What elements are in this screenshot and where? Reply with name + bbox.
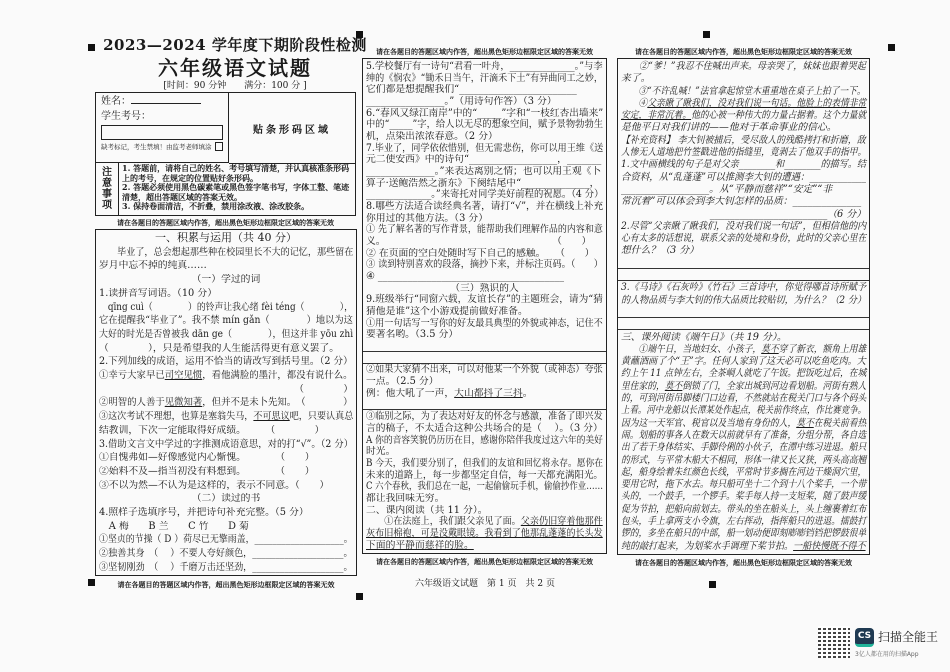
- answer-line[interactable]: [618, 319, 869, 330]
- text-line: [621, 98, 866, 109]
- text-segment: 他的心被一种伟大的力量占据着。这个力量就: [691, 110, 867, 122]
- text-line: 猜他是谁”这个小游戏提前做好准备。: [366, 306, 528, 318]
- student-id-input[interactable]: [101, 125, 223, 140]
- text-segment: ，但并不是未卜先知。 （ ）: [202, 397, 353, 409]
- text-line: 结教训，下次一定能取得好成绩。 （ ）: [99, 424, 325, 436]
- notes-label: [96, 163, 119, 215]
- underlined-text: 不可思议: [253, 411, 290, 423]
- text-line: 大好的时光是否曾被我 dān ge（ ），但这并非 yōu zhì: [99, 328, 354, 340]
- answer-line[interactable]: [618, 270, 869, 281]
- text-line: ③不以为然—不认为是这样的，表示不同意。（ ）: [99, 479, 330, 491]
- text-line: ________________。”（用诗句作答）（3 分）: [366, 96, 557, 108]
- text-line: 都让我回味无穷。: [366, 492, 445, 504]
- subsection-heading: （二）读过的书: [191, 493, 261, 505]
- text-line: 8.哪些方法适合读经典名著，请打“√”，并在横线上补充: [366, 201, 604, 213]
- text-line: ③临别之际，为了表达对好友的怀念与感激，准备了即兴发: [366, 411, 603, 423]
- text-line: 它在提醒我“毕业了”。我不禁 mín gǎn（ ）地以为这: [99, 315, 353, 327]
- text-line: __________________。从“平静而慈祥”“安定”“非: [621, 183, 833, 195]
- answer-line[interactable]: [363, 399, 606, 410]
- text-line: ______________。”来表达离别之情；也可以用王观《卜: [366, 166, 602, 178]
- notes-label-char: 意: [102, 178, 112, 189]
- answer-area-warning: 请在各题目的答题区域内作答，超出黑色矩形边框限定区域的答案无效: [635, 558, 852, 567]
- underlined-text: 灰布旧棉袍，可是没戴眼镜。我看到了他那乱蓬蓬的长头发: [366, 527, 603, 539]
- text-line: ① 先了解名著的写作背景，能帮助我们理解作品的内容和意: [366, 224, 603, 236]
- student-info-fields: [96, 93, 229, 163]
- answer-area-warning: 请在各题目的答题区域内作答，超出黑色矩形边框限定区域的答案无效: [117, 218, 334, 227]
- text-line: 包头，手上拿两支小令旗，左右挥动，指挥船只的进退。擂鼓打: [621, 515, 867, 527]
- text-line: ② 在页面的空白处随时写下自己的感触。 （ ）: [366, 247, 595, 259]
- underlined-text: 父亲瞅了瞅我们，没对我们说一句话。他脸上的表情非常: [647, 97, 867, 109]
- text-line: 锣的，多坐在船只的中部，船一划动便即刻嘭嘭铛铛把锣鼓很单: [621, 528, 867, 540]
- text-segment: ④: [621, 97, 648, 109]
- text-line: 一点。（2.5 分）: [366, 376, 439, 388]
- text-line: 约上午 11 点钟左右，全茶峒人就吃了午饭。把饭吃过后，在城: [621, 368, 867, 380]
- answer-area-warning: 请在各题目的答题区域内作答，超出黑色矩形边框限定区域的答案无效: [117, 580, 335, 589]
- text-line: C 六个春秋，我们总在一起，一起偷偷玩手机，偷偷抄作业……: [366, 481, 604, 493]
- text-segment: ①幸亏大家早已: [99, 370, 165, 382]
- text-line: ②独善其身 （ ）不要人夸好颜色，____________________。: [99, 548, 353, 560]
- text-line: 绅的《悯农》“锄禾日当午，汗滴禾下土”有异曲同工之妙，: [366, 72, 603, 84]
- text-line: 人惨无人道地把竹签戳进他的指缝里，竟剥去了他双手的指甲。: [621, 147, 867, 159]
- text-line: （ ），只是希望我的人生能活得更有意义罢了。: [99, 342, 340, 354]
- scanner-app-slogan: 3亿人都在用的扫描App: [855, 651, 919, 658]
- scanner-app-name: 扫描全能王: [878, 630, 939, 644]
- note-item: 2. 答题必须使用黑色碳素笔或黑色签字笔书写，字体工整、笔迹清楚，超出答题区域的答案无效。: [122, 182, 350, 202]
- text-line: 三、课外阅读《端午日》（共 19 分）。: [621, 331, 787, 343]
- underlined-text: 安定，非常沉着。: [621, 110, 692, 122]
- text-line: 想什么？（3 分）: [621, 245, 699, 257]
- text-line: 言的稿子，不太适合这种公共场合的是（ ）。（3 分）: [366, 422, 603, 434]
- text-segment: 穿了新衣，额角上用雄: [778, 343, 867, 355]
- text-segment: 。: [522, 387, 533, 399]
- text-line: A 你的音容笑貌仍历历在目，感谢你陪伴我度过这六年的美好: [366, 434, 603, 446]
- subsection-heading: （三）熟识的人: [450, 282, 519, 294]
- text-line: 中的“_____”字，给人以无尽的想象空间，赋予景物勃勃生: [366, 119, 604, 131]
- registration-mark: [88, 44, 95, 51]
- text-line: 【补充资料】 李大钊被捕后，受尽敌人的残酷拷打和折磨，敌: [621, 134, 866, 146]
- text-segment: ③这次考试不理想，也算是塞翁失马，: [99, 411, 254, 423]
- text-line: ①自愧弗如—好像感觉内心惭愧。 （ ）: [99, 452, 315, 464]
- text-line: 的，可到河街吊脚楼门口边看，不然就站在税关门口与各个码头: [621, 393, 867, 405]
- text-line: ①用一句话写一写你的好友最具典型的外貌或神态，记住不: [366, 317, 603, 329]
- text-line: ③“不许乱喊！”法官拿起惊堂木重重地在桌子上拍了一下。: [621, 85, 866, 97]
- text-line: 3.借助文言文中学过的字推测成语意思，对的打“√”。（2 分）: [99, 438, 354, 450]
- underlined-text: 见微知著: [164, 397, 203, 409]
- text-line: 3.《马诗》《石灰吟》《竹石》三首诗中，你觉得哪首诗所赋予: [621, 282, 867, 294]
- text-line: A 梅 B 兰 C 竹 D 菊: [99, 520, 249, 532]
- text-line: 起，船身绘着朱红颜色长线，平常时节多搁在河边干燥洞穴里，: [621, 466, 867, 478]
- underlined-text: 父亲仍旧穿着他那件: [520, 516, 603, 528]
- barcode-area: 贴条形码区域: [229, 93, 355, 164]
- text-line: 义。 （ ）: [366, 236, 592, 248]
- student-info-box: [95, 92, 356, 216]
- text-line: 毕业了，总会想起那些种在校园里长不大的记忆，那些留在: [99, 246, 354, 258]
- text-line: [366, 528, 603, 539]
- text-line: [366, 388, 603, 399]
- answer-line[interactable]: [618, 258, 869, 269]
- text-line: 算子·送鲍浩然之浙东》下阕结尾中“______________，: [366, 177, 600, 189]
- name-label: 姓名：: [101, 96, 131, 107]
- text-line: 闹。划船的事各人在数天以前就早有了准备，分组分帮，各自选: [621, 429, 867, 441]
- camscanner-logo-icon: CS: [855, 628, 874, 647]
- text-line: 机，点染出浓浓春意。（2 分）: [366, 131, 498, 143]
- answer-area-warning: 请在各题目的答题区域内作答，超出黑色矩形边框限定区域的答案无效: [376, 47, 593, 56]
- text-line: 出了若干身体结实、手脚伶俐的小伙子，在潭中练习进退。船只: [621, 442, 867, 454]
- text-line: 黄蘸酒画了个“王”字。任何人家到了这天必可以吃鱼吃肉。大: [621, 356, 866, 368]
- text-line: 时光。: [366, 446, 396, 458]
- text-line: 常沉着”可以体会到李大钊怎样的品质：______________: [621, 196, 862, 208]
- exam-notes: [122, 164, 351, 212]
- text-line: 4.照样子选填序号，并把诗句补充完整。（5 分）: [99, 507, 309, 519]
- text-segment: 例：他大吼了一声，: [366, 387, 455, 399]
- text-line: B 今天，我们要分别了，但我们的友谊和回忆将永存。愿你在: [366, 457, 604, 469]
- text-line: 元二使安西》中的诗句“__________________，_______: [366, 154, 602, 166]
- text-line: 的形式，与平常木船大不相同，形体一律又长又狭，两头高高翘: [621, 454, 867, 466]
- text-line: 要用它时，拖下水去。每只船可坐十二个到十八个桨手，一个带: [621, 479, 867, 491]
- text-line: ①坚贞的节操（ D ）荷尽已无擎雨盖，____________________。: [99, 534, 353, 546]
- text-line: （ ）: [294, 383, 353, 395]
- text-segment: 因为这一天军官、税官以及当地有身份的人，: [621, 417, 797, 429]
- text-segment: 里住家的，: [621, 380, 665, 392]
- underlined-text: 一船快慢既不得不: [793, 540, 866, 552]
- text-line: qīng cuì（ ）的铃声让我心绪 fèi téng（ ），: [99, 301, 353, 313]
- answer-line[interactable]: [363, 353, 606, 364]
- underlined-text: 下面的平静而慈祥的脸。: [366, 539, 474, 551]
- absent-mark-row: [101, 142, 223, 151]
- text-segment: 在税关前看热: [813, 417, 867, 429]
- text-line: 未来的道路上，每一步都坚定自信，每一天都充满阳光。: [366, 469, 603, 481]
- note-item: 1. 答题前，请将自己的姓名、考号填写清楚，并认真核准条形码上的考号，在规定的位置贴好条形码。: [122, 163, 350, 183]
- registration-mark: [356, 593, 363, 600]
- text-line: 来了。: [621, 73, 651, 85]
- text-line: 头的，一个鼓手，一个锣手。桨手每人持一支短桨，随了鼓声缓: [621, 491, 867, 503]
- text-line: [621, 344, 866, 355]
- text-line: 是他平日对我们讲的——他对于革命事业的信心。: [621, 122, 837, 134]
- answer-area-warning: 请在各题目的答题区域内作答，超出黑色矩形边框限定区域的答案无效: [376, 557, 593, 566]
- text-line: 5.学校餐厅有一诗句“君看一叶舟，______________。”与李: [366, 61, 603, 72]
- text-line: 你用过的其他方法。（3 分）: [366, 212, 489, 224]
- answer-line[interactable]: [363, 341, 606, 352]
- exam-title: 2023—2024 学年度下期阶段性检测: [103, 36, 367, 54]
- registration-mark: [703, 31, 710, 38]
- page-footer: 六年级语文试题 第 1 页 共 2 页: [415, 579, 555, 589]
- text-segment: ②明智的人善于: [99, 397, 165, 409]
- section-heading: 一、积累与运用（共 40 分）: [155, 232, 297, 244]
- subsection-heading: （一）学过的词: [191, 274, 261, 286]
- absent-mark-label: 缺考标记，考生禁填！由监考老师填涂: [101, 142, 212, 151]
- text-line: ______________。”来寄托对同学美好前程的祝愿。（4 分）: [366, 189, 604, 201]
- text-line: 二、课内阅读（共 11 分）。: [366, 504, 488, 516]
- text-line: ________________________（6 分）: [709, 208, 866, 220]
- absent-mark-checkbox[interactable]: [215, 142, 224, 151]
- text-segment: 倒锁了门，全家出城到河边看划船。河街有熟人: [682, 380, 867, 392]
- text-line: 岁月中忘不掉的纯真……: [99, 260, 207, 272]
- text-line: 的人物品质与李大钊的伟大品质比较贴切，为什么？（2 分）: [621, 294, 867, 306]
- text-line: 2.尽管“父亲瞅了瞅我们，没对我们说一句话”，但相信他的内: [621, 220, 867, 232]
- text-line: 1.读拼音写词语。（10 分）: [99, 287, 217, 299]
- registration-mark: [709, 581, 716, 588]
- exam-subtitle: 六年级语文试题: [158, 56, 312, 80]
- text-line: [621, 110, 866, 121]
- underlined-text: 莫不: [761, 343, 779, 355]
- text-line: [366, 540, 603, 551]
- text-segment: 纯的敲打起来，为划桨水手调理下桨节拍。: [621, 540, 794, 552]
- text-line: 心有太多的话想说，联系父亲的处境和身份，此时的父亲心里在: [621, 233, 867, 245]
- text-line: 合资料，从“乱蓬蓬”可以推测李大钊的遭遇：____________: [621, 171, 866, 183]
- name-field[interactable]: [101, 96, 223, 108]
- note-item: 3. 保持卷面清洁，不折叠，禁用涂改液、涂改胶条。: [122, 201, 310, 212]
- text-line: 1.文中画横线的句子是对父亲________和________的描写。结: [621, 159, 867, 171]
- text-line: 它们都是想提醒我们“________________________: [366, 84, 577, 96]
- text-line: 要著名哟。（3.5 分）: [366, 329, 459, 341]
- text-line: 促为节拍，把船向前划去。带头的坐在船头上，头上缠裹着红布: [621, 503, 867, 515]
- section-3-answer-box: [617, 58, 870, 555]
- student-id-label: 学生考号：: [101, 111, 151, 122]
- time-score-info: [时间：90 分钟 满分：100 分 ]: [163, 81, 307, 91]
- text-line: [621, 418, 866, 429]
- text-line: ②始料不及—指当初没有料想到。 （ ）: [99, 465, 315, 477]
- underlined-text: 莫不: [796, 417, 814, 429]
- answer-area-warning: 请在各题目的答题区域内作答，超出黑色矩形边框限定区域的答案无效: [635, 47, 852, 56]
- text-line: 上看。河中龙船以长潭某处作起点，税关前作终点，作比赛竞争。: [621, 405, 867, 417]
- registration-mark: [88, 579, 95, 586]
- text-line: [99, 370, 353, 381]
- text-line: ②如果大家猜不出来，可以对他某一个外貌（或神态）夸张: [366, 364, 603, 376]
- underlined-text: 大山都抖了三抖: [454, 387, 523, 399]
- text-line: ③ 读到特别喜欢的段落，摘抄下来，并标注页码。（ ）: [366, 259, 603, 271]
- section-1-answer-box: [95, 229, 357, 576]
- text-line: [366, 516, 603, 527]
- text-line: [621, 541, 866, 552]
- text-line: ②“爹！”我忍不住喊出声来。母亲哭了，妹妹也跟着哭起: [621, 61, 866, 72]
- text-line: [99, 411, 353, 422]
- text-line: ③坚韧刚劲 （ ）千磨万击还坚劲，____________________。: [99, 561, 353, 573]
- text-line: 2.下列加线的成语，运用不恰当的请改写到括号里。（2 分）: [99, 356, 353, 368]
- underlined-text: 莫不: [664, 380, 683, 392]
- text-line: 9.班级举行“同窗六载，友谊长存”的主题班会，请为“猜: [366, 294, 603, 306]
- text-line: [621, 381, 866, 392]
- text-segment: ①在法庭上，我们跟父亲见了面。: [366, 516, 521, 528]
- text-segment: ，看他满脸的墨汁，都没有说什么。: [202, 370, 353, 382]
- section-2-answer-box: [362, 58, 607, 554]
- text-line: 7.毕业了，同学依依惜别，但无需悲伤，你可以用王维《送: [366, 142, 604, 154]
- notes-label-char: 事: [102, 189, 112, 200]
- notes-label-char: 项: [102, 200, 112, 211]
- answer-line[interactable]: [618, 307, 869, 318]
- qr-code-icon: [818, 626, 850, 658]
- text-segment: 吧，只要认真总: [289, 411, 354, 423]
- text-line: [99, 397, 353, 408]
- underlined-text: 司空见惯: [164, 370, 203, 382]
- text-line: 6.“春风又绿江南岸”中的“_____”字和“一枝红杏出墙来”: [366, 107, 604, 119]
- notes-label-char: 注: [102, 167, 112, 178]
- text-line: ④ ______________________________________: [366, 271, 565, 283]
- text-segment: ①端午日，当地妇女、小孩子，: [621, 343, 762, 355]
- registration-mark: [888, 44, 895, 51]
